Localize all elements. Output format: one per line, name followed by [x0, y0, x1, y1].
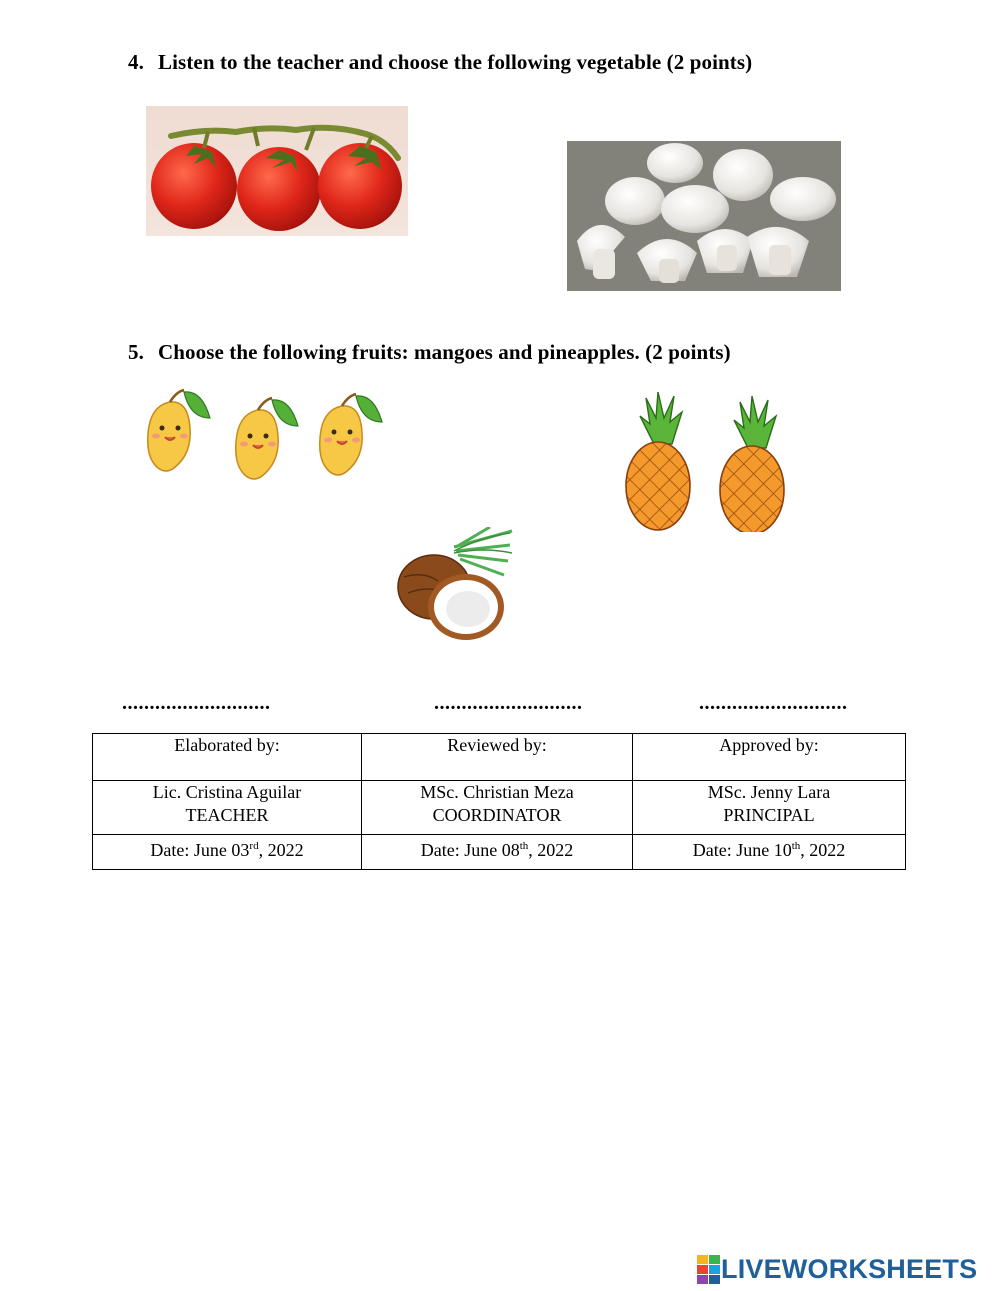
person-role: COORDINATOR — [432, 805, 562, 825]
approval-table — [92, 733, 906, 870]
date-suffix: rd — [249, 840, 259, 852]
date-text: Date: June 08 — [420, 840, 520, 860]
question-4-number: 4. — [128, 50, 144, 74]
person-name: MSc. Jenny Lara — [707, 782, 831, 802]
date-suffix: th — [791, 840, 801, 852]
logo-blocks-icon — [697, 1255, 721, 1285]
pineapples-image[interactable] — [620, 390, 790, 532]
person-name: Lic. Cristina Aguilar — [152, 782, 302, 802]
table-row — [93, 781, 906, 835]
question-5-number: 5. — [128, 340, 144, 364]
header-reviewed: Reviewed by: — [362, 734, 633, 781]
coconut-image[interactable] — [394, 527, 514, 643]
date-suffix: th — [519, 840, 529, 852]
date-year: , 2022 — [800, 840, 846, 860]
person-role: TEACHER — [185, 805, 269, 825]
date-elaborated — [93, 835, 362, 870]
question-5-text: Choose the following fruits: mangoes and pineapples. (2 points) — [158, 340, 731, 364]
date-approved — [633, 835, 906, 870]
liveworksheets-logo[interactable] — [697, 1254, 977, 1285]
date-year: , 2022 — [528, 840, 574, 860]
question-4 — [128, 50, 752, 75]
date-year: , 2022 — [258, 840, 304, 860]
mushrooms-image[interactable] — [567, 141, 841, 291]
person-coordinator — [362, 781, 633, 835]
signature-line-approved: ........................... — [699, 692, 848, 714]
person-role: PRINCIPAL — [723, 805, 815, 825]
logo-text: LIVEWORKSHEETS — [721, 1254, 978, 1284]
tomatoes-image[interactable] — [146, 106, 408, 236]
table-row — [93, 734, 906, 781]
person-name: MSc. Christian Meza — [420, 782, 574, 802]
mangoes-image[interactable] — [140, 388, 388, 480]
question-5 — [128, 340, 731, 365]
date-text: Date: June 10 — [692, 840, 792, 860]
header-approved: Approved by: — [633, 734, 906, 781]
date-text: Date: June 03 — [150, 840, 250, 860]
person-teacher — [93, 781, 362, 835]
signature-line-elaborated: ........................... — [122, 692, 271, 714]
date-reviewed — [362, 835, 633, 870]
table-row — [93, 835, 906, 870]
header-elaborated: Elaborated by: — [93, 734, 362, 781]
signature-line-reviewed: ........................... — [434, 692, 583, 714]
question-4-text: Listen to the teacher and choose the following vegetable (2 points) — [158, 50, 753, 74]
person-principal — [633, 781, 906, 835]
